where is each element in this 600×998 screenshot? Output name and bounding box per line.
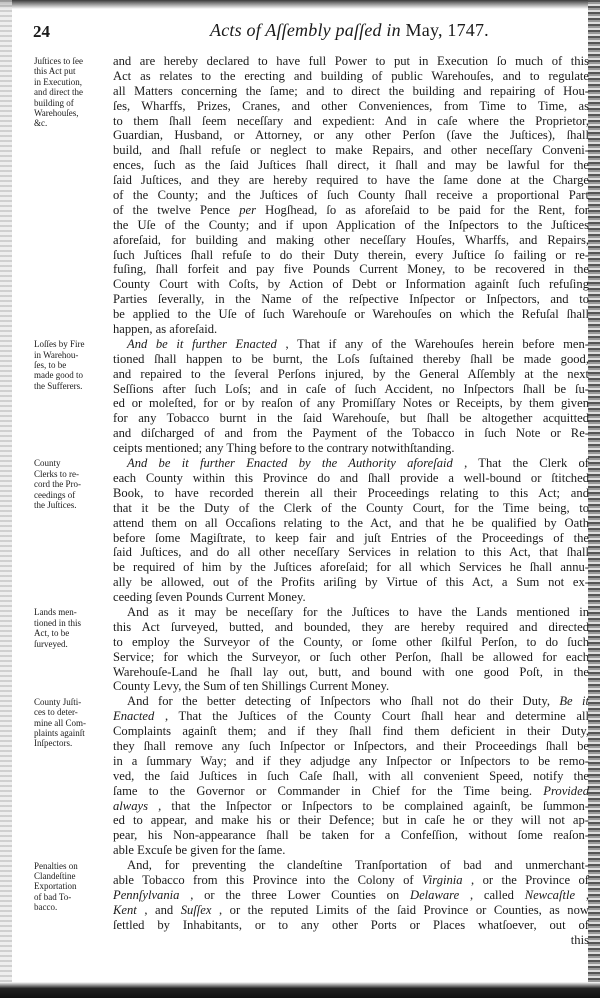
text-segment: Warehouſe-Land he ſhall lay out, butt, and bound with one good Poſt, in the — [113, 664, 589, 679]
running-title-italic: Acts of Aſſembly paſſed in — [210, 20, 406, 40]
running-title — [210, 20, 489, 41]
margin-note-line: tioned in this — [34, 617, 81, 628]
italic-text: Kent — [113, 902, 137, 917]
text-line — [113, 813, 589, 828]
text-line — [113, 307, 589, 322]
margin-note-line: County Juſti- — [34, 696, 82, 707]
text-line — [113, 918, 589, 933]
text-line — [113, 128, 589, 143]
text-line — [113, 382, 589, 397]
margin-note-line: Clerks to re- — [34, 468, 79, 479]
margin-note-line: made good to — [34, 370, 83, 381]
text-segment: Hogſhead, ſo as aforeſaid to be paid for the Rent, for — [265, 202, 589, 217]
text-segment: pear, his Non-appearance ſhall be taken for a Confeſſion, without ſome reaſon- — [113, 828, 589, 843]
text-segment: And for the better detecting of Inſpectors who ſhall not do their Duty, — [127, 694, 560, 709]
text-segment: the Uſe of the County; and if upon Application of the Inſpectors to the Juſtices — [113, 217, 589, 232]
text-line — [113, 218, 589, 233]
text-line — [113, 873, 589, 888]
running-title-date: May, 1747. — [405, 20, 489, 40]
text-line — [113, 411, 589, 426]
text-line — [113, 888, 589, 903]
text-segment: ally be allowed, out of the Profits ariſing by Virtue of this Act, a Sum not ex- — [113, 575, 589, 590]
italic-text: Be it — [559, 694, 589, 709]
margin-note-line: of bad To- — [34, 891, 72, 902]
margin-note-line: Loſſes by Fire — [34, 339, 85, 350]
text-segment: County Levy, the Sum of ten Shillings Current Money. — [113, 679, 390, 694]
italic-text: Provided — [543, 783, 589, 798]
text-segment: , or the reputed Limits of the ſaid Province or Counties, as now — [218, 902, 589, 917]
text-segment: ſettled by Inhabitants, or to any other Ports or Places whatſoever, out of — [113, 917, 589, 932]
margin-note-line: Inſpectors. — [34, 738, 73, 749]
margin-note-line: Warehouſes, — [34, 108, 79, 119]
margin-note-line: the Sufferers. — [34, 380, 83, 391]
margin-note-line: Clandeſtine — [34, 871, 76, 881]
margin-note-line: this Act put — [34, 66, 76, 77]
text-line — [113, 694, 589, 709]
text-line — [113, 560, 589, 575]
text-segment: Complaints againſt them; and if they ſhall find them deficient in their Duty, — [113, 724, 589, 739]
margin-note-line: and direct the — [34, 87, 83, 98]
italic-text: Newcaſtle — [524, 887, 576, 902]
margin-note — [34, 339, 112, 391]
text-line — [113, 84, 589, 99]
margin-note-line: the Juſtices. — [34, 499, 77, 510]
text-line — [113, 292, 589, 307]
text-line — [113, 843, 589, 858]
margin-note — [34, 607, 112, 649]
text-segment: happen, as aforeſaid. — [113, 322, 218, 337]
scan-edge-right — [585, 0, 600, 998]
scan-edge-bottom — [0, 982, 600, 998]
scan-edge-left — [0, 0, 12, 998]
text-line — [113, 575, 589, 590]
text-segment: Seſſions after ſuch Loſs; and in caſe of ſuch Accident, no Inſpectors ſhall be ſu- — [113, 381, 589, 396]
margin-note-line: Act, to be — [34, 628, 70, 639]
text-segment: Book, to have recorded therein all their Proceedings relating to this Act; and — [113, 485, 589, 500]
italic-text: Delaware — [409, 887, 460, 902]
margin-note-line: plaints againſt — [34, 727, 85, 738]
margin-note-line: in Execution, — [34, 76, 82, 87]
text-line — [113, 99, 589, 114]
margin-note — [34, 861, 112, 913]
text-segment: ſuch Juſtices ſhall refuſe to do their Duty therein, every Juſtice ſo failing or re- — [113, 247, 589, 262]
italic-text: And be it further Enacted by the Authority aforeſaid — [127, 456, 453, 471]
text-segment: , That if any of the Warehouſes herein before men- — [285, 336, 589, 351]
margin-note-line: cord the Pro- — [34, 479, 81, 490]
text-segment: for any Tobacco burnt in the ſaid Warehouſe, but ſhall be altogether acquitted — [113, 411, 589, 426]
text-segment: of the twelve Pence — [113, 202, 240, 217]
text-segment: of the County; and the Juſtices of ſuch County ſhall receive a proportional Part — [113, 188, 589, 203]
margin-note-line: building of — [34, 97, 74, 108]
text-line — [113, 501, 589, 516]
margin-note — [34, 458, 112, 510]
text-segment: ved, the ſaid Juſtices in ſuch Caſe ſhall, with all convenient Speed, notify the — [113, 768, 589, 783]
text-segment: ſame to the Governor or Commander in Chief for the Time being. — [113, 783, 544, 798]
text-line — [113, 143, 589, 158]
italic-text: Enacted — [113, 709, 155, 724]
text-line — [113, 590, 589, 605]
text-segment: ences, ſuch as the ſaid Juſtices ſhall direct, it ſhall and may be lawful for the — [113, 158, 589, 173]
text-line — [113, 188, 589, 203]
margin-note-line: Penalties on — [34, 860, 78, 871]
text-segment: , That the Clerk of — [464, 456, 589, 471]
text-segment: , That the Juſtices of the County Court ſhall hear and determine all — [164, 709, 589, 724]
text-line — [113, 620, 589, 635]
text-segment: before ſome Magiſtrate, to keep fair and juſt Entries of the Proceedings of the — [113, 530, 589, 545]
text-line — [113, 799, 589, 814]
margin-note-line: Lands men- — [34, 607, 77, 618]
text-segment: ed or moleſted, for or by reaſon of any Promiſſary Notes or Receipts, by them given — [113, 396, 589, 411]
text-line — [113, 665, 589, 680]
text-line — [113, 679, 589, 694]
text-segment: , or the three Lower Counties on — [190, 887, 410, 902]
text-line — [113, 158, 589, 173]
text-segment: be applied to the Uſe of ſuch Warehouſe or Warehouſes on which the Refuſal ſhall — [113, 307, 589, 322]
text-segment: , that the Inſpector or Inſpectors to be complained againſt, be ſummon- — [158, 798, 589, 813]
text-line — [113, 203, 589, 218]
italic-text: Virginia — [422, 872, 463, 887]
text-segment: ſes, Wharffs, Prizes, Cranes, and other Conveniences, from Time to Time, as — [113, 98, 589, 113]
margin-note-line: Exportation — [34, 881, 77, 892]
text-segment: this — [570, 932, 589, 947]
text-line — [113, 262, 589, 277]
text-segment: build, and ſhall refuſe or neglect to make Repairs, and other neceſſary Conveni- — [113, 143, 589, 158]
text-line — [113, 248, 589, 263]
margin-note-line: ſurveyed. — [34, 638, 68, 649]
margin-note-line: ceedings of — [34, 489, 76, 500]
text-segment: Parties ſeverally, in the Name of the reſpective Inſpector or Inſpectors, and to — [113, 292, 589, 307]
margin-note-line: Juſtices to ſee — [34, 56, 83, 66]
text-segment: and diſcharged of and from the Payment of the Tobacco in ſuch Note or Re- — [113, 426, 589, 441]
text-segment: attend them on all Occaſions relating to the Act, and that he be qualified by Oath — [113, 515, 589, 530]
text-segment: aforeſaid, for building and making other neceſſary Houſes, Wharffs, and Repairs, — [113, 232, 589, 247]
italic-text: Pennſylvania — [113, 887, 180, 902]
text-segment: able Excuſe be given for the ſame. — [113, 843, 286, 858]
margin-note-line: County — [34, 458, 61, 469]
margin-note-line: mine all Com- — [34, 717, 86, 728]
text-line — [113, 352, 589, 367]
margin-note-line: ſes, to be — [34, 359, 67, 370]
text-line — [113, 784, 589, 799]
text-line — [113, 709, 589, 724]
text-segment: , and — [144, 902, 181, 917]
text-segment: tioned ſhall happen to be burnt, the Loſs ſuſtained thereby ſhall be made good, — [113, 351, 589, 366]
text-line — [113, 650, 589, 665]
text-segment: And as it may be neceſſary for the Juſtices to have the Lands mentioned in — [127, 604, 589, 619]
text-segment: And, for preventing the clandeſtine Tranſportation of bad and unmerchant- — [127, 858, 589, 873]
text-line — [113, 173, 589, 188]
text-line — [113, 367, 589, 382]
text-line — [113, 903, 589, 918]
text-line — [113, 114, 589, 129]
text-segment: , called — [469, 887, 525, 902]
text-line — [113, 605, 589, 620]
margin-note-line: in Warehou- — [34, 349, 79, 360]
text-segment: Service; for which the Surveyor, or ſuch other Perſon, ſhall be allowed for each — [113, 649, 589, 664]
page-number: 24 — [33, 22, 50, 41]
body-text — [113, 54, 589, 947]
text-line — [113, 486, 589, 501]
text-segment: Act as relates to the erecting and building of public Warehouſes, and to regulate — [113, 68, 589, 83]
italic-text: always — [113, 798, 148, 813]
catchword — [113, 933, 589, 948]
text-segment: that it be the Duty of the Clerk of the County Court, for the Time being, to — [113, 500, 589, 515]
text-line — [113, 396, 589, 411]
italic-text: And be it further Enacted — [127, 336, 277, 351]
text-line — [113, 769, 589, 784]
text-line — [113, 277, 589, 292]
margin-note-line: &c. — [34, 118, 48, 129]
text-line — [113, 516, 589, 531]
text-line — [113, 233, 589, 248]
text-segment: this Act ſurveyed, butted, and bounded, they are hereby required and directed — [113, 619, 589, 634]
text-segment: County Court with Coſts, by Action of Debt or Information againſt ſuch refuſing — [113, 277, 589, 292]
text-line — [113, 471, 589, 486]
text-line — [113, 456, 589, 471]
margin-note-line: bacco. — [34, 902, 58, 913]
text-segment: ſaid Juſtices, and they are hereby required to have the ſame done at the Charge — [113, 173, 589, 188]
text-line — [113, 531, 589, 546]
text-line — [113, 337, 589, 352]
text-segment: they ſhall remove any ſuch Inſpector or Inſpectors, and their Proceedings ſhall be — [113, 738, 589, 753]
text-line — [113, 754, 589, 769]
italic-text: per — [239, 202, 256, 217]
text-segment: in a ſummary Way; and if they adjudge any Inſpector or Inſpectors to be remo- — [113, 753, 589, 768]
text-segment: and repaired to the ſeveral Perſons injured, by the General Aſſembly at the next — [113, 366, 589, 381]
text-segment: fuſing, ſhall forfeit and pay five Pounds Current Money, to be recovered in the — [113, 262, 589, 277]
text-segment: , or the Province of — [471, 872, 589, 887]
text-segment: and are hereby declared to have full Power to put in Execution ſo much of this — [113, 54, 589, 68]
margin-note — [34, 56, 112, 129]
text-line — [113, 441, 589, 456]
margin-note-line: ces to deter- — [34, 707, 78, 718]
scan-edge-top — [0, 0, 600, 9]
text-line — [113, 828, 589, 843]
italic-text: Suſſex — [180, 902, 212, 917]
text-segment: ed to appear, and make his or their Defence; but in caſe he or they will not ap- — [113, 813, 589, 828]
text-line — [113, 69, 589, 84]
text-segment: to employ the Surveyor of the County, or ſome other ſkilful Perſon, to do ſuch — [113, 634, 589, 649]
text-segment: to them ſhall ſeem neceſſary and expedient: And in caſe where the Proprietor, — [113, 113, 589, 128]
text-segment: all Matters concerning the ſame; and to direct the building and repairing of Hou- — [113, 83, 589, 98]
text-segment: ſaid Juſtices, and do all other neceſſary Services in relation to this Act, that ſhall — [113, 545, 589, 560]
text-line — [113, 54, 589, 69]
text-segment: able Tobacco from this Province into the Colony of — [113, 872, 422, 887]
text-line — [113, 858, 589, 873]
margin-note — [34, 697, 112, 749]
text-line — [113, 739, 589, 754]
text-segment: , — [585, 887, 589, 902]
text-line — [113, 545, 589, 560]
text-line — [113, 635, 589, 650]
text-line — [113, 322, 589, 337]
text-line — [113, 724, 589, 739]
text-line — [113, 426, 589, 441]
text-segment: ceipts mentioned; any Thing before to the contrary notwithſtanding. — [113, 441, 455, 456]
text-segment: ceeding ſeven Pounds Current Money. — [113, 590, 306, 605]
text-segment: Guardian, Husband, or Attorney, or any other Perſon (ſave the Juſtices), ſhall — [113, 128, 589, 143]
text-segment: each County within this Province do and ſhall provide a well-bound or ſtitched — [113, 470, 589, 485]
text-segment: be required of him by the Juſtices aforeſaid; for all which Services he ſhall annu- — [113, 560, 589, 575]
